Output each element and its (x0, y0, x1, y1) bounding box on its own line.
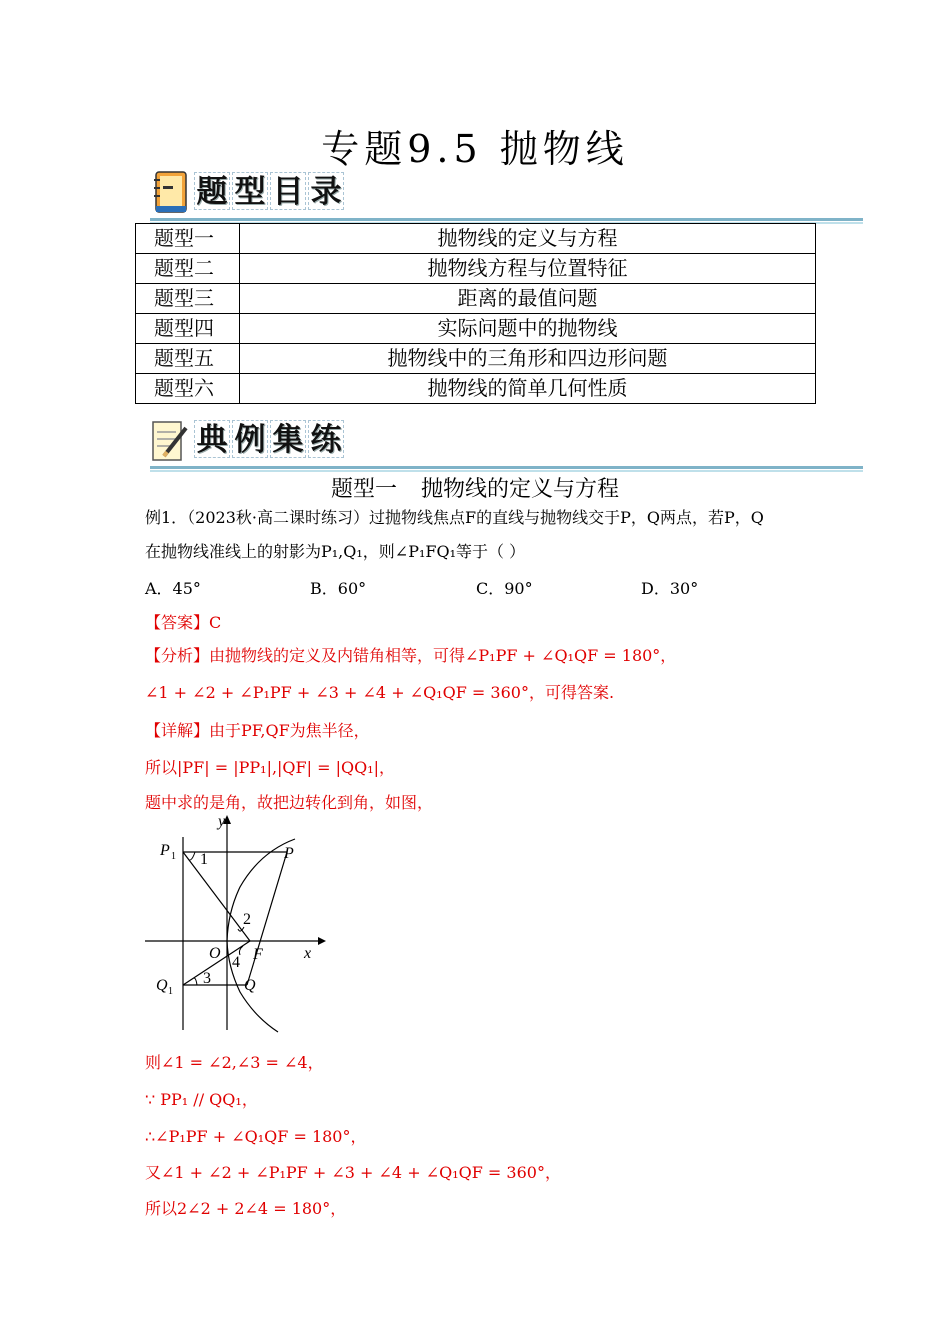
toc-topic: 实际问题中的抛物线 (240, 314, 816, 344)
angle-label-2: 2 (243, 911, 251, 928)
toc-type: 题型三 (136, 284, 240, 314)
angle-label-4: 4 (232, 954, 240, 971)
segment-pq (247, 852, 287, 985)
label-y: y (218, 813, 226, 830)
toc-type: 题型五 (136, 344, 240, 374)
banner-char: 型 (232, 172, 268, 210)
section-name: 抛物线的定义与方程 (421, 477, 620, 502)
banner-char: 集 (270, 420, 306, 458)
option-b: B．60° (310, 579, 367, 598)
banner-char: 题 (194, 172, 230, 210)
pen-paper-icon (150, 418, 190, 464)
table-row (136, 314, 816, 344)
option-a: A．45° (145, 579, 201, 598)
angle-label-1: 1 (200, 851, 208, 868)
step-1: 则∠1 = ∠2,∠3 = ∠4， (145, 1053, 324, 1072)
banner-char: 典 (194, 420, 230, 458)
answer: 【答案】C (145, 613, 222, 632)
label-o: O (209, 945, 221, 962)
label-p1: P (160, 842, 170, 859)
angle-arc-1 (189, 852, 195, 860)
banner-char: 练 (308, 420, 344, 458)
toc-type: 题型四 (136, 314, 240, 344)
label-q: Q (244, 977, 256, 994)
parabola (227, 839, 295, 1032)
banner-char: 目 (270, 172, 306, 210)
detail-line-1: 【详解】由于PF,QF为焦半径， (145, 721, 370, 740)
toc-type: 题型一 (136, 224, 240, 254)
option-d: D．30° (641, 579, 699, 598)
detail-line-2: 所以|PF| = |PP₁|,|QF| = |QQ₁|， (145, 758, 396, 777)
banner-examples (150, 414, 863, 476)
segment-p1f (183, 852, 250, 941)
toc-topic: 抛物线中的三角形和四边形问题 (240, 344, 816, 374)
toc-type: 题型六 (136, 374, 240, 404)
step-3: ∴∠P₁PF + ∠Q₁QF = 180°， (145, 1127, 367, 1146)
toc-topic: 抛物线的定义与方程 (240, 224, 816, 254)
angle-arc-3 (194, 978, 197, 985)
detail-line-3: 题中求的是角，故把边转化到角，如图， (145, 793, 434, 812)
step-4: 又∠1 + ∠2 + ∠P₁PF + ∠3 + ∠4 + ∠Q₁QF = 360°， (145, 1163, 561, 1182)
banner-char: 例 (232, 420, 268, 458)
toc-topic: 抛物线方程与位置特征 (240, 254, 816, 284)
label-f: F (253, 946, 263, 963)
toc-type: 题型二 (136, 254, 240, 284)
section-heading (0, 472, 950, 503)
label-x: x (304, 945, 312, 962)
angle-label-3: 3 (203, 970, 211, 987)
label-q1-sub: 1 (168, 986, 173, 997)
analysis-line-1: 【分析】由抛物线的定义及内错角相等，可得∠P₁PF + ∠Q₁QF = 180°， (145, 646, 677, 665)
label-p: P (284, 845, 294, 862)
example-line-2: 在抛物线准线上的射影为P₁,Q₁，则∠P₁FQ₁等于（ ） (145, 542, 526, 561)
section-label: 题型一 (330, 477, 397, 502)
parabola-figure (140, 812, 330, 1041)
toc-topic: 抛物线的简单几何性质 (240, 374, 816, 404)
label-q1: Q (156, 977, 168, 994)
banner-char: 录 (308, 172, 344, 210)
table-row (136, 224, 816, 254)
table-row (136, 344, 816, 374)
step-5: 所以2∠2 + 2∠4 = 180°， (145, 1199, 347, 1218)
label-p1-sub: 1 (171, 851, 176, 862)
example-line-1: 例1．（2023秋·高二课时练习）过抛物线焦点F的直线与抛物线交于P，Q两点，若P，Q (145, 508, 764, 527)
table-row (136, 284, 816, 314)
toc-topic: 距离的最值问题 (240, 284, 816, 314)
table-row (136, 254, 816, 284)
toc-table (135, 223, 816, 404)
step-2: ∵ PP₁ // QQ₁， (145, 1090, 258, 1109)
option-c: C．90° (476, 579, 533, 598)
page-title: 专题9.5 抛物线 (321, 127, 629, 171)
table-row (136, 374, 816, 404)
analysis-line-2: ∠1 + ∠2 + ∠P₁PF + ∠3 + ∠4 + ∠Q₁QF = 360°，可得答案. (145, 683, 615, 702)
banner-toc (150, 166, 863, 228)
notebook-icon (150, 170, 190, 216)
